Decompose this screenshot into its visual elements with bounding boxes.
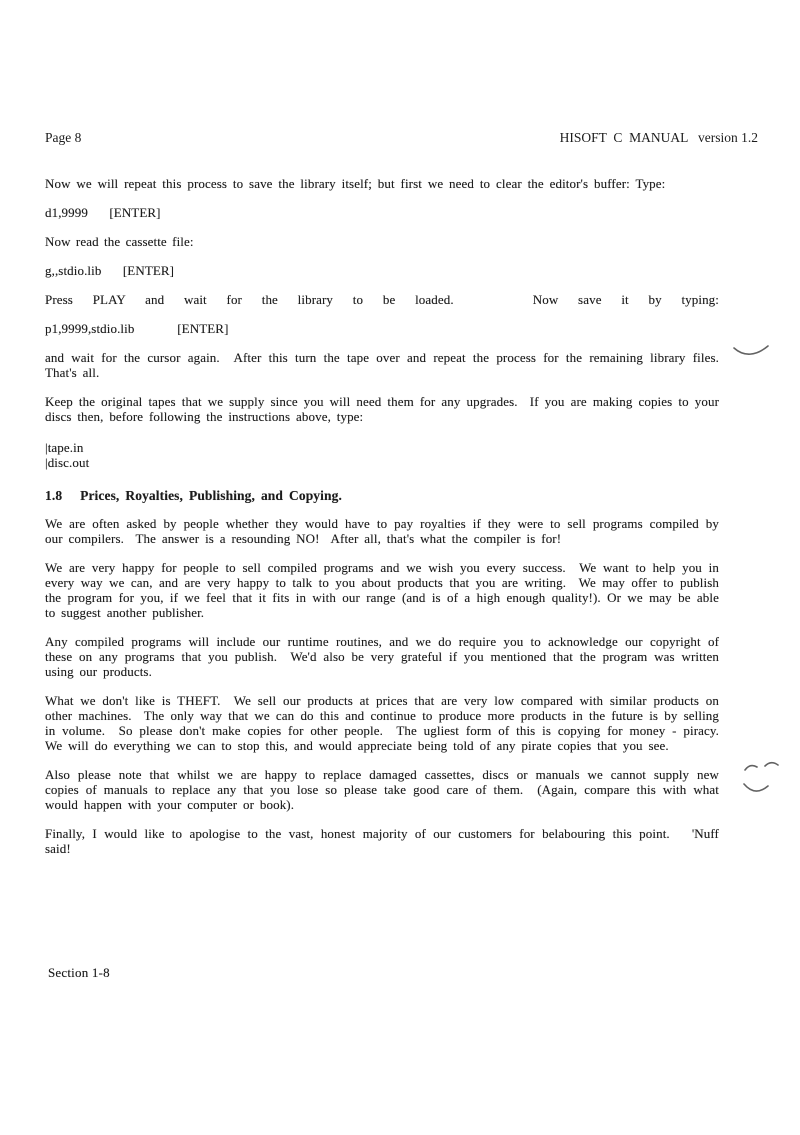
page-number-label: Page 8 <box>45 130 82 145</box>
footer-section-label: Section 1-8 <box>48 965 110 980</box>
pen-marks-margin-icon <box>735 753 793 805</box>
paragraph-repeat-process: Now we will repeat this process to save the library itself; but first we need to clear the editor's buffer: Type: <box>45 176 666 191</box>
command-delete-buffer: d1,9999 [ENTER] <box>45 205 161 220</box>
command-disc-out: |disc.out <box>45 455 90 470</box>
paragraph-runtime-copyright: Any compiled programs will include our runtime routines, and we do require you to acknowledge our copyright of these on any programs that you publish. We'd also be very grateful if you mentioned that the program was written using our products. <box>45 634 725 679</box>
command-get-file: g,,stdio.lib [ENTER] <box>45 263 175 278</box>
paragraph-press-play: Press PLAY and wait for the library to be loaded. Now save it by typing: <box>45 292 719 307</box>
page-header <box>45 130 758 146</box>
paragraph-keep-tapes: Keep the original tapes that we supply since you will need them for any upgrades. If you are making copies to your discs then, before following the instructions above, type: <box>45 394 725 424</box>
paragraph-royalties: We are often asked by people whether they would have to pay royalties if they were to sell programs compiled by our compilers. The answer is a resounding NO! After all, that's what the compiler is for! <box>45 516 725 546</box>
paragraph-happy-to-help: We are very happy for people to sell compiled programs and we wish you every success. We want to help you in every way we can, and are very happy to talk to you about products that you are writing. We may offer to publish the program for you, if we feel that it fits in with our range (and is of a high enough quality!). Or we may be able to suggest another publisher. <box>45 560 725 620</box>
section-heading: 1.8 Prices, Royalties, Publishing, and Copying. <box>45 488 342 503</box>
paragraph-apology: Finally, I would like to apologise to the vast, honest majority of our customers for belabouring this point. 'Nuff said! <box>45 826 725 856</box>
paragraph-theft: What we don't like is THEFT. We sell our products at prices that are very low compared with similar products on other machines. The only way that we can do this and continue to produce more products in the future is by selling in volume. So please don't make copies for other people. The ugliest form of this is copying for money - piracy. We will do everything we can to stop this, and would appreciate being told of any pirate copies that you see. <box>45 693 731 753</box>
pen-mark-curve-icon <box>730 340 772 366</box>
paragraph-replacements: Also please note that whilst we are happy to replace damaged cassettes, discs or manuals we cannot supply new copies of manuals to replace any that you lose so please take good care of them. (Again, compare this with what would happen with your computer or book). <box>45 767 725 812</box>
command-put-file: p1,9999,stdio.lib [ENTER] <box>45 321 229 336</box>
page-body <box>45 176 731 870</box>
paragraph-read-cassette: Now read the cassette file: <box>45 234 194 249</box>
manual-title: HISOFT C MANUAL version 1.2 <box>559 130 758 145</box>
command-tape-in: |tape.in <box>45 440 84 455</box>
paragraph-wait-cursor: and wait for the cursor again. After this turn the tape over and repeat the process for the remaining library files. That's all. <box>45 350 731 380</box>
